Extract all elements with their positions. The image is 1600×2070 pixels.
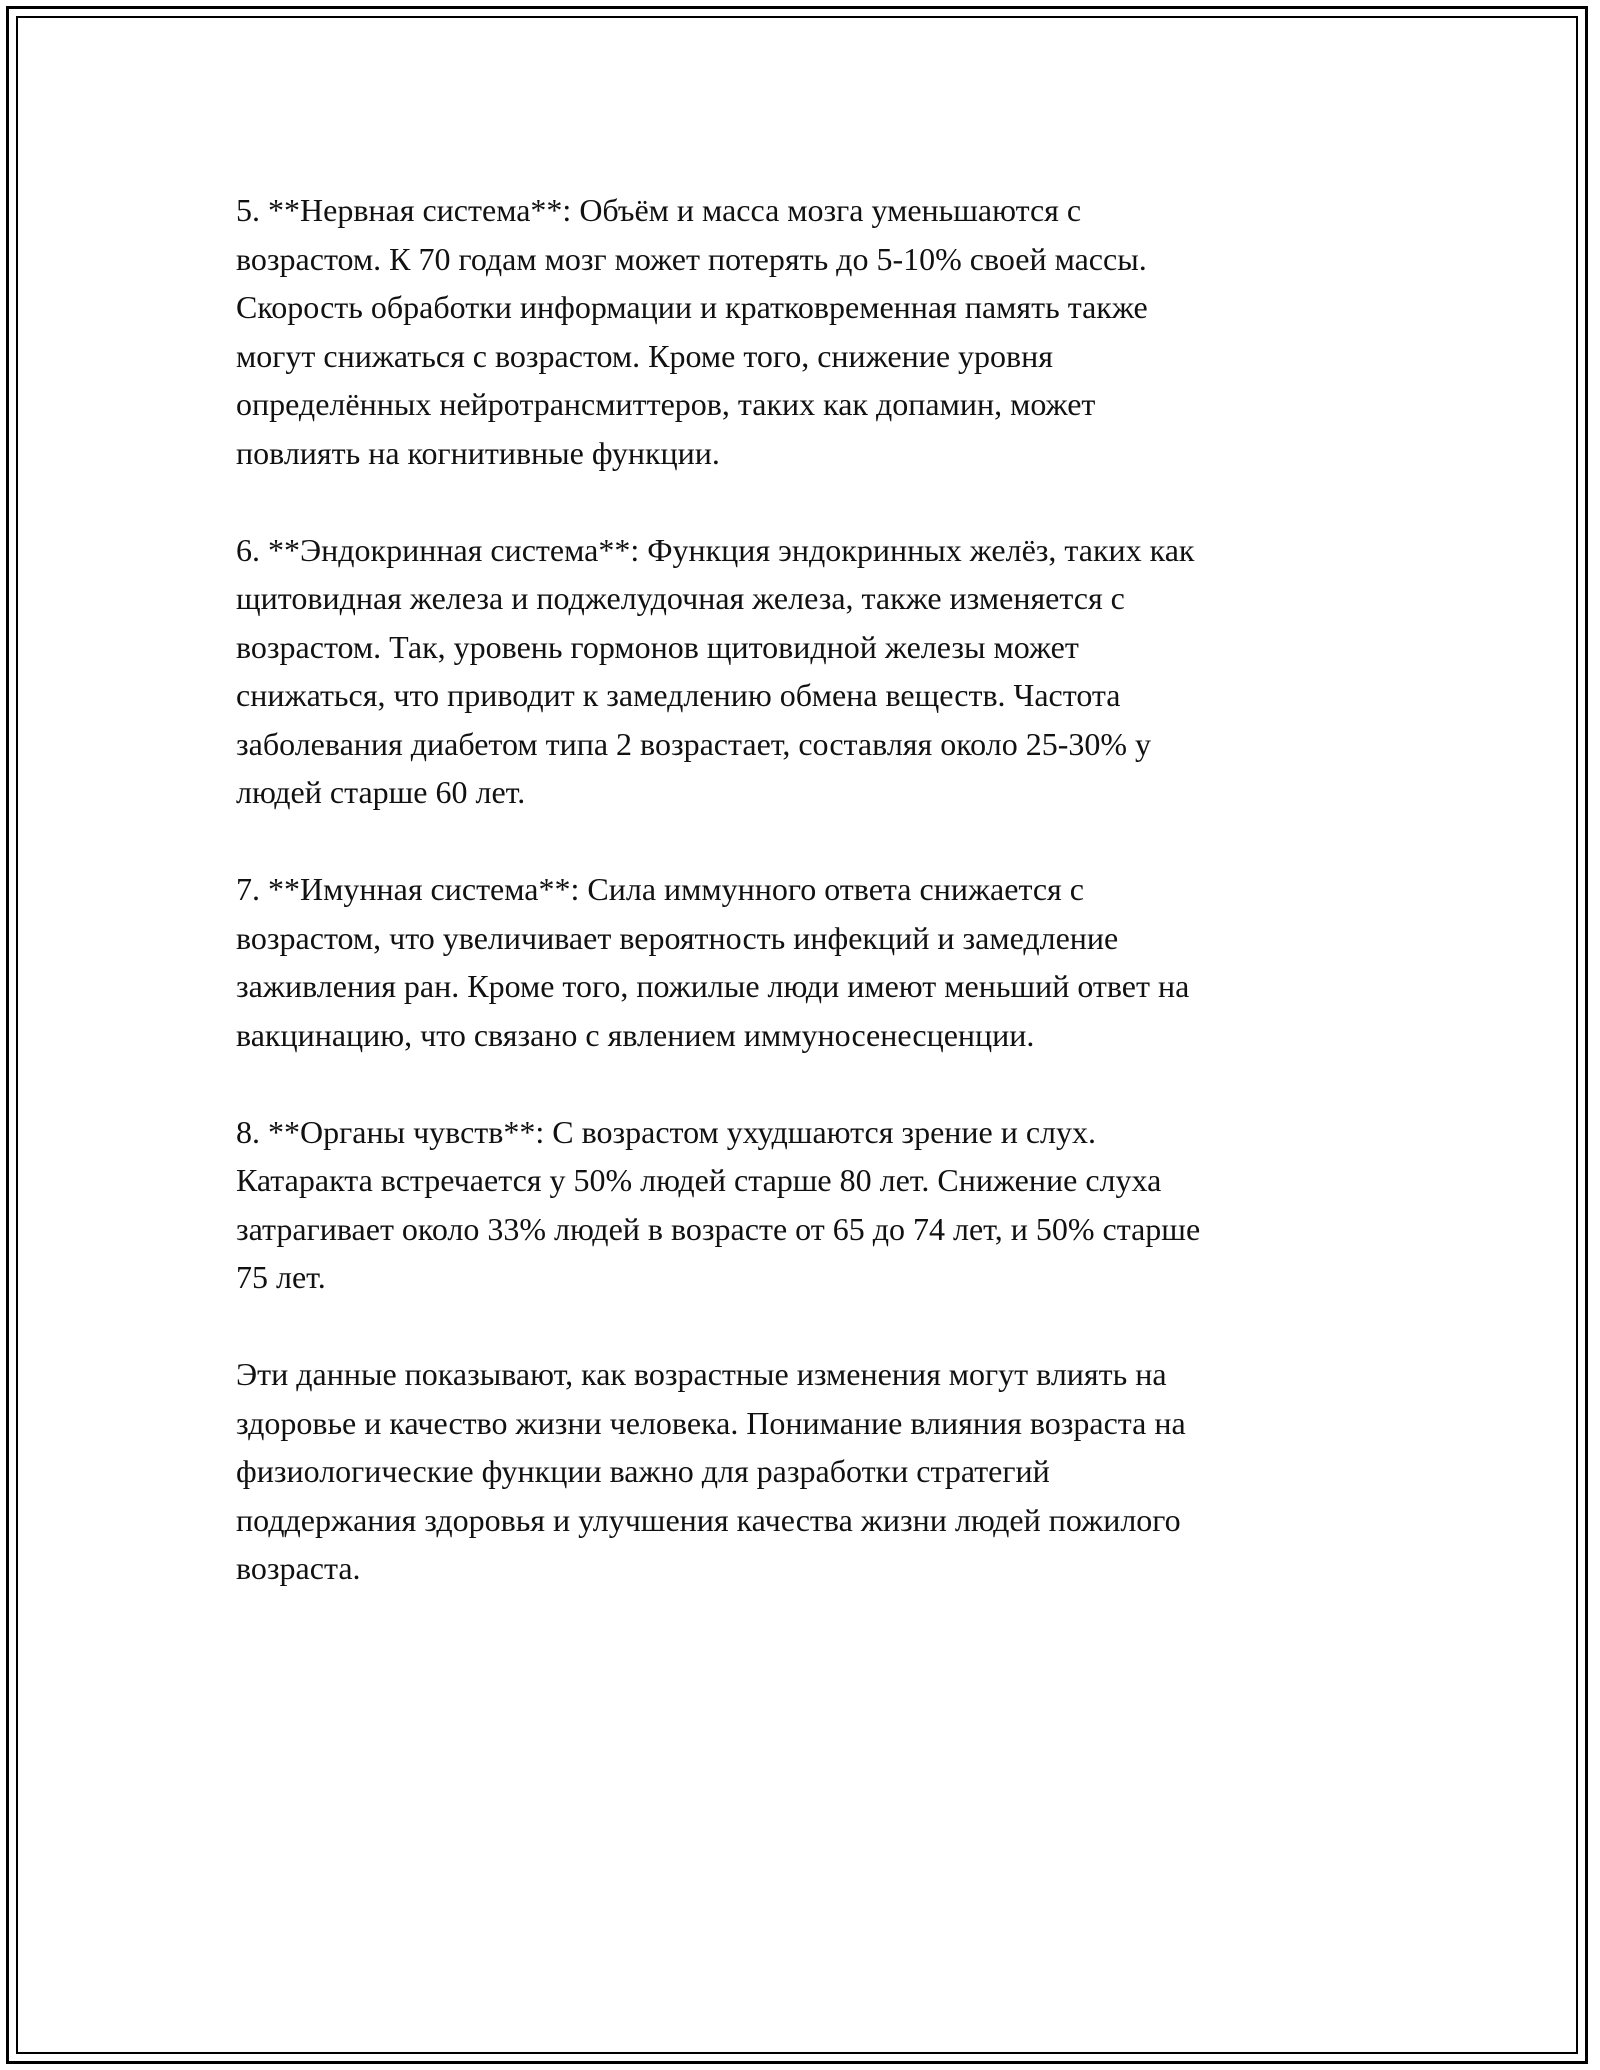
paragraph-endocrine-system: 6. **Эндокринная система**: Функция эндокринных желёз, таких как щитовидная железа и поджелудочная железа, также изменяется с возрастом. Так, уровень гормонов щитовидной железы может снижаться, что приводит к замедлению обмена веществ. Частота заболевания диабетом типа 2 возрастает, составляя около 25-30% у людей старше 60 лет.: [236, 531, 1195, 810]
paragraph-sense-organs: 8. **Органы чувств**: С возрастом ухудшаются зрение и слух. Катаракта встречается у 50% людей старше 80 лет. Снижение слуха затрагивает около 33% людей в возрасте от 65 до 74 лет, и 50% старше 75 лет.: [236, 1113, 1201, 1295]
document-body: [236, 186, 1366, 1641]
paragraph-immune-system: 7. **Имунная система**: Сила иммунного ответа снижается с возрастом, что увеличивает вероятность инфекций и замедление заживления ран. Кроме того, пожилые люди имеют меньший ответ на вакцинацию, что связано с явлением иммуносенесценции.: [236, 871, 1190, 1053]
paragraph-nervous-system: 5. **Нервная система**: Объём и масса мозга уменьшаются с возрастом. К 70 годам мозг может потерять до 5-10% своей массы. Скорость обработки информации и кратковременная память также могут снижаться с возрастом. Кроме того, снижение уровня определённых нейротрансмиттеров, таких как допамин, может повлиять на когнитивные функции.: [236, 192, 1148, 471]
paragraph-conclusion: Эти данные показывают, как возрастные изменения могут влиять на здоровье и качество жизни человека. Понимание влияния возраста на физиологические функции важно для разработки стратегий поддержания здоровья и улучшения качества жизни людей пожилого возраста.: [236, 1356, 1186, 1586]
